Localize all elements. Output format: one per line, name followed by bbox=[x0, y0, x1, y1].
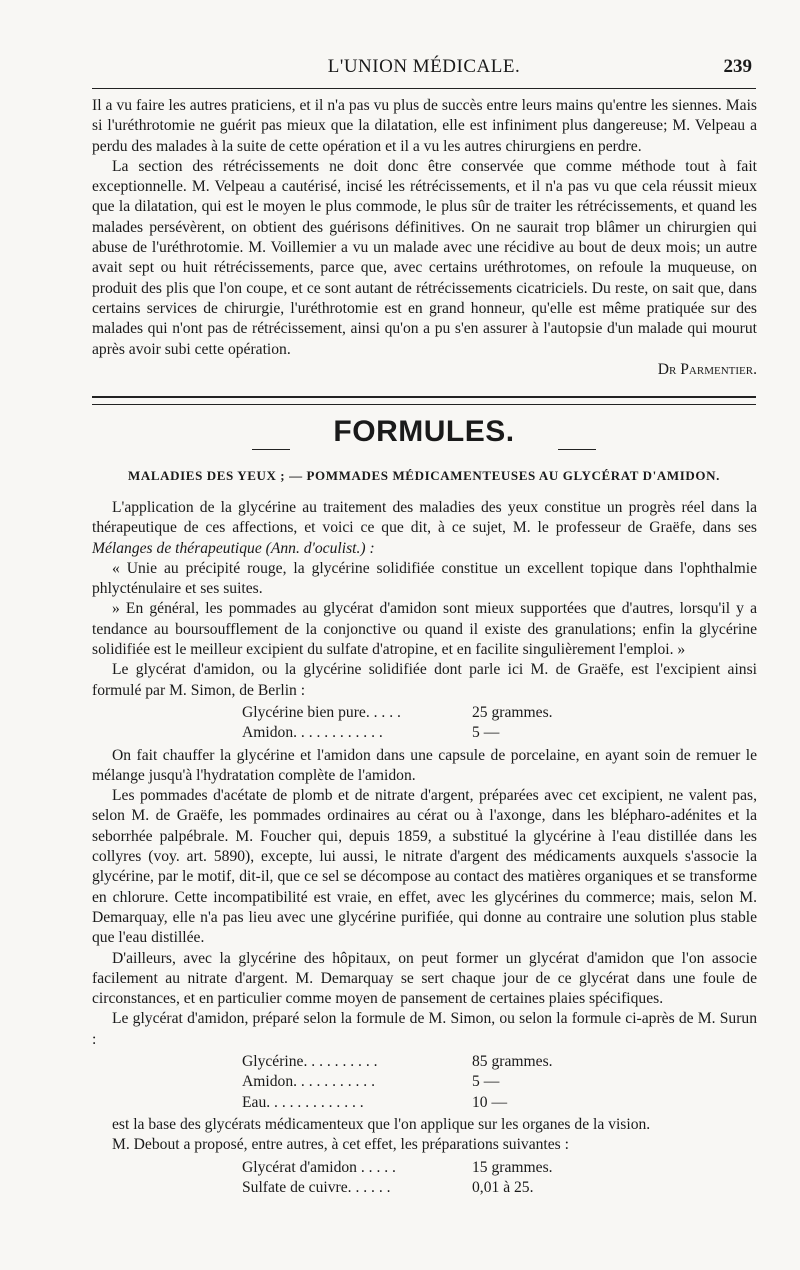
section-title: FORMULES. bbox=[333, 415, 515, 448]
paragraph: M. Debout a proposé, entre autres, à cet effet, les préparations suivantes : bbox=[112, 1136, 569, 1154]
recipe-debout bbox=[92, 1158, 757, 1199]
quote-paragraph: » En général, les pommades au glycérat d'amidon sont mieux supportées que d'autres, lorsqu'il y a tendance au boursoufflement de la conjonctive ou quand il existe des granulations; enfin la glycérine solidifiée est le meilleur excipient du sulfate d'atropine, et en facilite singulièrement l'emploi. » bbox=[92, 600, 757, 659]
recipe-line bbox=[92, 1158, 757, 1178]
recipe-line bbox=[92, 1072, 757, 1092]
ingredient-quantity: 5 — bbox=[472, 1073, 500, 1091]
section-subtitle: MALADIES DES YEUX ; — POMMADES MÉDICAMENTEUSES AU GLYCÉRAT D'AMIDON. bbox=[128, 468, 720, 483]
ingredient-quantity: 10 — bbox=[472, 1093, 508, 1111]
intro-text: L'application de la glycérine au traitement des maladies des yeux constitue un progrès réel dans la thérapeutique de ces affections, et voici ce que dit, à ce sujet, M. le professeur de Graëfe, dans ses bbox=[92, 499, 757, 537]
paragraph: Le glycérat d'amidon, ou la glycérine solidifiée dont parle ici M. de Graëfe, est l'excipient ainsi formulé par M. Simon, de Berlin : bbox=[92, 661, 757, 699]
recipe-line bbox=[92, 703, 757, 723]
ingredient-name: Glycérine bien pure. . . . . bbox=[242, 703, 401, 721]
recipe-line bbox=[92, 723, 757, 743]
article-body bbox=[92, 96, 757, 380]
recipe-surun bbox=[92, 1052, 757, 1113]
ingredient-quantity: 85 grammes. bbox=[472, 1053, 553, 1071]
paragraph: La section des rétrécissements ne doit donc être conservée que comme méthode tout à fait exceptionnelle. M. Velpeau a cautérisé, incisé les rétrécissements, et il n'a pas vu que cela réussit mieux que la dilatation, qui est le moyen le plus commode, le plus sûr de traiter les rétrécissements, et quand les malades persévèrent, on obtient des guérisons définitives. On ne saurait trop blâmer un chirurgien qui abuse de l'uréthrotomie. M. Voillemier a vu un malade avec une récidive au bout de deux mois; un autre avait sept ou huit rétrécissements, parce que, avec certains uréthrotomes, on refoule la muqueuse, on produit des plis que l'on coupe, et ce sont autant de rétrécissements cicatriciels. Du reste, on sait que, dans certains services de chirurgie, l'uréthrotomie est en grand honneur, qu'elle est même pratiquée sur des malades qui n'ont pas de rétrécissement, ainsi qu'on a pu s'en assurer à l'autopsie d'un malade qui mourut après avoir subi cette opération. bbox=[92, 157, 757, 358]
paragraph: Les pommades d'acétate de plomb et de nitrate d'argent, préparées avec cet excipient, ne valent pas, selon M. de Graëfe, les pommades ordinaires au cérat ou à l'axonge, dans les blépharo-adénites et la seborrhée palpébrale. M. Foucher qui, depuis 1859, a substitué la glycérine à l'eau distillée dans les collyres (voy. art. 5890), excepte, lui aussi, le nitrate d'argent des médicaments auxquels s'associe la glycérine, par le motif, dit-il, que ce sel se décompose au contact des matières organiques et se transforme en chlorure. Cette incompatibilité est vraie, en effet, avec les glycérines du commerce; mais, selon M. Demarquay, elle n'a pas lieu avec une glycérine purifiée, qui donne au contraire une solution plus stable que l'eau distillée. bbox=[92, 787, 757, 947]
ingredient-quantity: 5 — bbox=[472, 724, 500, 742]
page-number: 239 bbox=[723, 56, 752, 77]
paragraph: Le glycérat d'amidon, préparé selon la formule de M. Simon, ou selon la formule ci-après de M. Surun : bbox=[92, 1010, 757, 1048]
ingredient-quantity: 25 grammes. bbox=[472, 703, 553, 721]
paragraph: D'ailleurs, avec la glycérine des hôpitaux, on peut former un glycérat d'amidon que l'on associe facilement au nitrate d'argent. M. Demarquay se sert chaque jour de ce glycérat dans une foule de circonstances, et en particulier comme moyen de pansement de certaines plaies spécifiques. bbox=[92, 949, 757, 1008]
signature-line bbox=[92, 360, 757, 380]
header-rule bbox=[92, 88, 756, 89]
journal-title: L'UNION MÉDICALE. bbox=[327, 56, 521, 77]
citation-title: Mélanges de thérapeutique (Ann. d'oculist.) : bbox=[92, 539, 375, 557]
ingredient-name: Amidon. . . . . . . . . . . bbox=[242, 1073, 375, 1091]
paragraph: est la base des glycérats médicamenteux que l'on applique sur les organes de la vision. bbox=[112, 1115, 651, 1133]
recipe-line bbox=[92, 1178, 757, 1198]
formules-body bbox=[92, 498, 757, 1200]
ingredient-name: Glycérine. . . . . . . . . . bbox=[242, 1053, 378, 1071]
title-dash-left bbox=[252, 449, 290, 450]
ingredient-name: Amidon. . . . . . . . . . . . bbox=[242, 724, 383, 742]
ingredient-name: Glycérat d'amidon . . . . . bbox=[242, 1158, 396, 1176]
section-divider bbox=[92, 396, 756, 405]
recipe-line bbox=[92, 1093, 757, 1113]
recipe-simon bbox=[92, 703, 757, 744]
quote-paragraph: « Unie au précipité rouge, la glycérine solidifiée constitue un excellent topique dans l'ophthalmie phlycténulaire et ses suites. bbox=[92, 559, 757, 598]
paragraph: On fait chauffer la glycérine et l'amidon dans une capsule de porcelaine, en ayant soin de remuer le mélange jusqu'à l'hydratation complète de l'amidon. bbox=[92, 746, 757, 784]
ingredient-quantity: 15 grammes. bbox=[472, 1158, 553, 1176]
author-signature: Dr Parmentier. bbox=[657, 360, 757, 378]
recipe-line bbox=[92, 1052, 757, 1072]
ingredient-quantity: 0,01 à 25. bbox=[472, 1178, 534, 1196]
ingredient-name: Sulfate de cuivre. . . . . . bbox=[242, 1178, 391, 1196]
paragraph bbox=[92, 498, 757, 559]
title-dash-right bbox=[558, 449, 596, 450]
ingredient-name: Eau. . . . . . . . . . . . . bbox=[242, 1093, 364, 1111]
paragraph: Il a vu faire les autres praticiens, et il n'a pas vu plus de succès entre leurs mains qu'entre les siennes. Mais si l'uréthrotomie ne guérit pas mieux que la dilatation, elle est infiniment plus dangereuse; M. Velpeau a perdu des malades à la suite de cette opération et il a vu les autres chirurgiens en perdre. bbox=[92, 97, 757, 155]
running-header bbox=[92, 50, 756, 84]
section-heading-block bbox=[92, 415, 756, 455]
